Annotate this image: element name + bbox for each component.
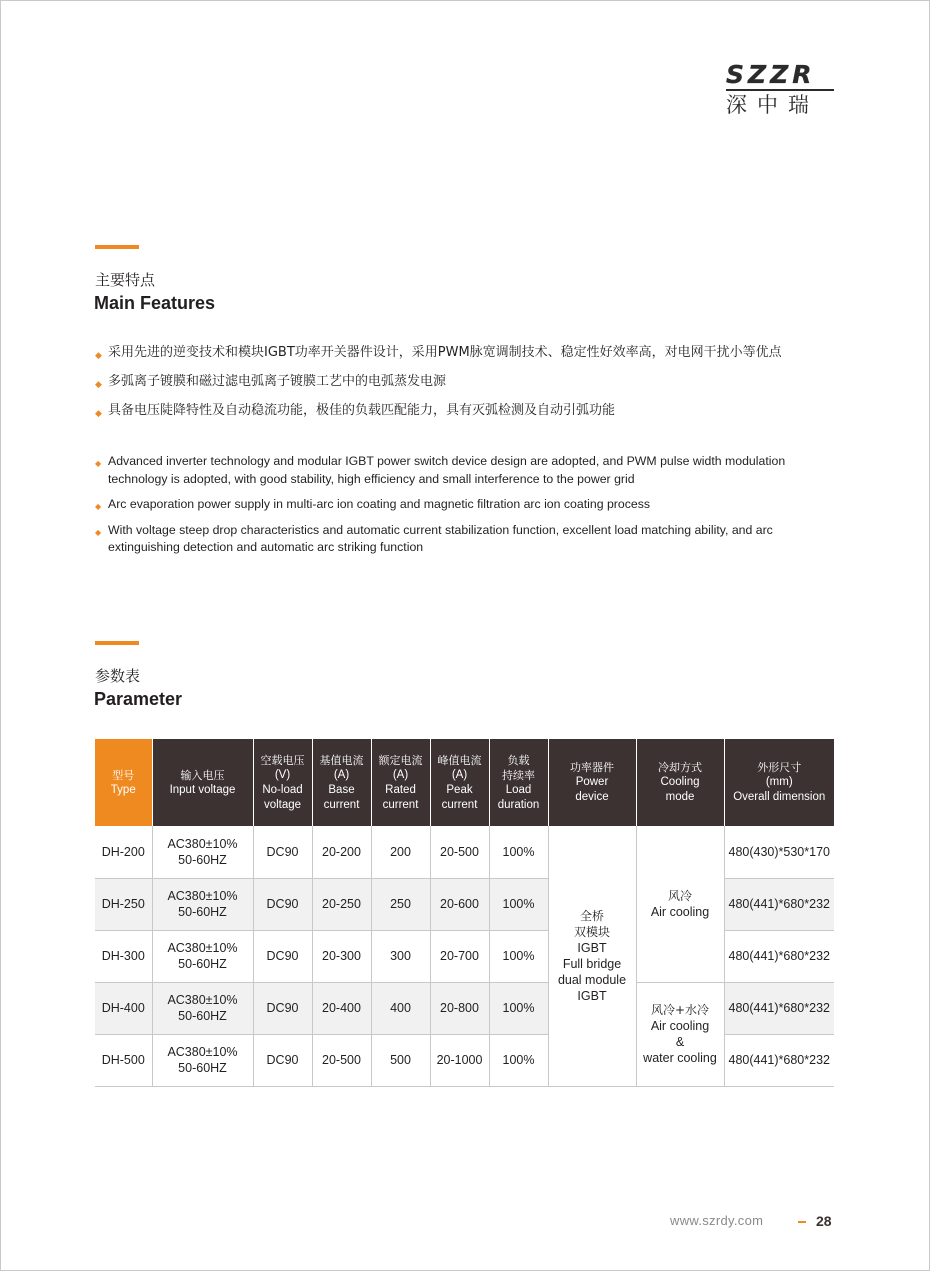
page-footer: [670, 1212, 840, 1232]
cell-load-duration: 100%: [489, 1034, 548, 1086]
cell-no-load-voltage: DC90: [253, 878, 312, 930]
cell-input-voltage: AC380±10% 50-60HZ: [152, 878, 253, 930]
cell-type: DH-250: [95, 878, 152, 930]
footer-separator: [798, 1221, 806, 1223]
header-no-load-voltage: 空载电压 (V) No-load voltage: [253, 739, 312, 826]
cell-rated-current: 250: [371, 878, 430, 930]
cell-type: DH-500: [95, 1034, 152, 1086]
table-header-row: [95, 739, 834, 826]
diamond-bullet-icon: ◆: [95, 502, 102, 511]
cell-cooling-air: 风冷 Air cooling: [636, 826, 724, 982]
feature-item-cn: ◆ 具备电压陡降特性及自动稳流功能，极佳的负载匹配能力，具有灭弧检测及自动引弧功能: [95, 403, 782, 419]
cell-rated-current: 500: [371, 1034, 430, 1086]
features-title-cn: 主要特点: [95, 271, 156, 289]
feature-item-en: ◆ Advanced inverter technology and modular IGBT power switch device design are adopted, and PWM pulse width modulation technology is adopted, with good stability, high efficiency and small interference to the power grid: [95, 454, 786, 486]
cell-load-duration: 100%: [489, 982, 548, 1034]
cell-dimension: 480(441)*680*232: [724, 878, 834, 930]
cell-base-current: 20-500: [312, 1034, 371, 1086]
parameter-title-en: Parameter: [94, 689, 183, 709]
diamond-bullet-icon: ◆: [95, 380, 102, 390]
cell-base-current: 20-200: [312, 826, 371, 878]
cell-dimension: 480(441)*680*232: [724, 982, 834, 1034]
feature-item-en: ◆ Arc evaporation power supply in multi-arc ion coating and magnetic filtration arc ion coating process: [95, 496, 835, 514]
diamond-bullet-icon: ◆: [95, 527, 102, 537]
cell-load-duration: 100%: [489, 930, 548, 982]
table-row: [95, 930, 834, 982]
cell-dimension: 480(441)*680*232: [724, 930, 834, 982]
cell-dimension: 480(441)*680*232: [724, 1034, 834, 1086]
cell-no-load-voltage: DC90: [253, 982, 312, 1034]
features-list-en: [95, 453, 835, 565]
cell-peak-current: 20-1000: [430, 1034, 489, 1086]
cell-peak-current: 20-600: [430, 878, 489, 930]
cell-cooling-water: 风冷+水冷 Air cooling & water cooling: [636, 982, 724, 1086]
cell-no-load-voltage: DC90: [253, 930, 312, 982]
features-list-cn: [95, 345, 782, 432]
features-accent-bar: [95, 245, 139, 249]
diamond-bullet-icon: ◆: [95, 409, 102, 419]
header-base-current: 基值电流 (A) Base current: [312, 739, 371, 826]
cell-type: DH-200: [95, 826, 152, 878]
feature-item-en: ◆ With voltage steep drop characteristics and automatic current stabilization function, excellent load matching ability, and arc extinguishing detection and automatic arc striking function: [95, 522, 773, 554]
parameter-table: [95, 739, 834, 1087]
page-number: 28: [816, 1213, 832, 1229]
logo-latin-text: SZZR: [726, 60, 816, 89]
cell-input-voltage: AC380±10% 50-60HZ: [152, 1034, 253, 1086]
parameter-title-cn: 参数表: [95, 667, 141, 685]
feature-item-cn: ◆ 采用先进的逆变技术和模块IGBT功率开关器件设计，采用PWM脉宽调制技术、稳定性好效率高，对电网干扰小等优点: [95, 345, 782, 361]
cell-base-current: 20-250: [312, 878, 371, 930]
table-row: [95, 878, 834, 930]
header-overall-dimension: 外形尺寸 (mm) Overall dimension: [724, 739, 834, 826]
website-url: www.szrdy.com: [670, 1213, 764, 1228]
table-row: [95, 982, 834, 1034]
cell-input-voltage: AC380±10% 50-60HZ: [152, 826, 253, 878]
cell-base-current: 20-300: [312, 930, 371, 982]
diamond-bullet-icon: ◆: [95, 351, 102, 361]
cell-load-duration: 100%: [489, 826, 548, 878]
features-title-en: Main Features: [94, 293, 216, 313]
cell-rated-current: 200: [371, 826, 430, 878]
cell-type: DH-400: [95, 982, 152, 1034]
cell-peak-current: 20-500: [430, 826, 489, 878]
cell-rated-current: 400: [371, 982, 430, 1034]
header-load-duration: 负载 持续率 Load duration: [489, 739, 548, 826]
brand-logo: [726, 62, 836, 117]
header-rated-current: 额定电流 (A) Rated current: [371, 739, 430, 826]
cell-peak-current: 20-700: [430, 930, 489, 982]
logo-chinese-text: 深中瑞: [726, 93, 819, 117]
diamond-bullet-icon: ◆: [95, 459, 102, 468]
header-cooling-mode: 冷却方式 Cooling mode: [636, 739, 724, 826]
cell-input-voltage: AC380±10% 50-60HZ: [152, 982, 253, 1034]
header-power-device: 功率器件 Power device: [548, 739, 636, 826]
table-row: [95, 826, 834, 878]
table-row: [95, 1034, 834, 1086]
cell-type: DH-300: [95, 930, 152, 982]
cell-rated-current: 300: [371, 930, 430, 982]
cell-base-current: 20-400: [312, 982, 371, 1034]
cell-dimension: 480(430)*530*170: [724, 826, 834, 878]
feature-item-cn: ◆ 多弧离子镀膜和磁过滤电弧离子镀膜工艺中的电弧蒸发电源: [95, 374, 782, 390]
parameter-accent-bar: [95, 641, 139, 645]
header-input-voltage: 输入电压 Input voltage: [152, 739, 253, 826]
cell-peak-current: 20-800: [430, 982, 489, 1034]
cell-no-load-voltage: DC90: [253, 826, 312, 878]
header-peak-current: 峰值电流 (A) Peak current: [430, 739, 489, 826]
cell-load-duration: 100%: [489, 878, 548, 930]
cell-power-device: 全桥 双模块 IGBT Full bridge dual module IGBT: [548, 826, 636, 1086]
cell-input-voltage: AC380±10% 50-60HZ: [152, 930, 253, 982]
cell-no-load-voltage: DC90: [253, 1034, 312, 1086]
header-type: 型号 Type: [95, 739, 152, 826]
logo-underline: [726, 89, 834, 91]
